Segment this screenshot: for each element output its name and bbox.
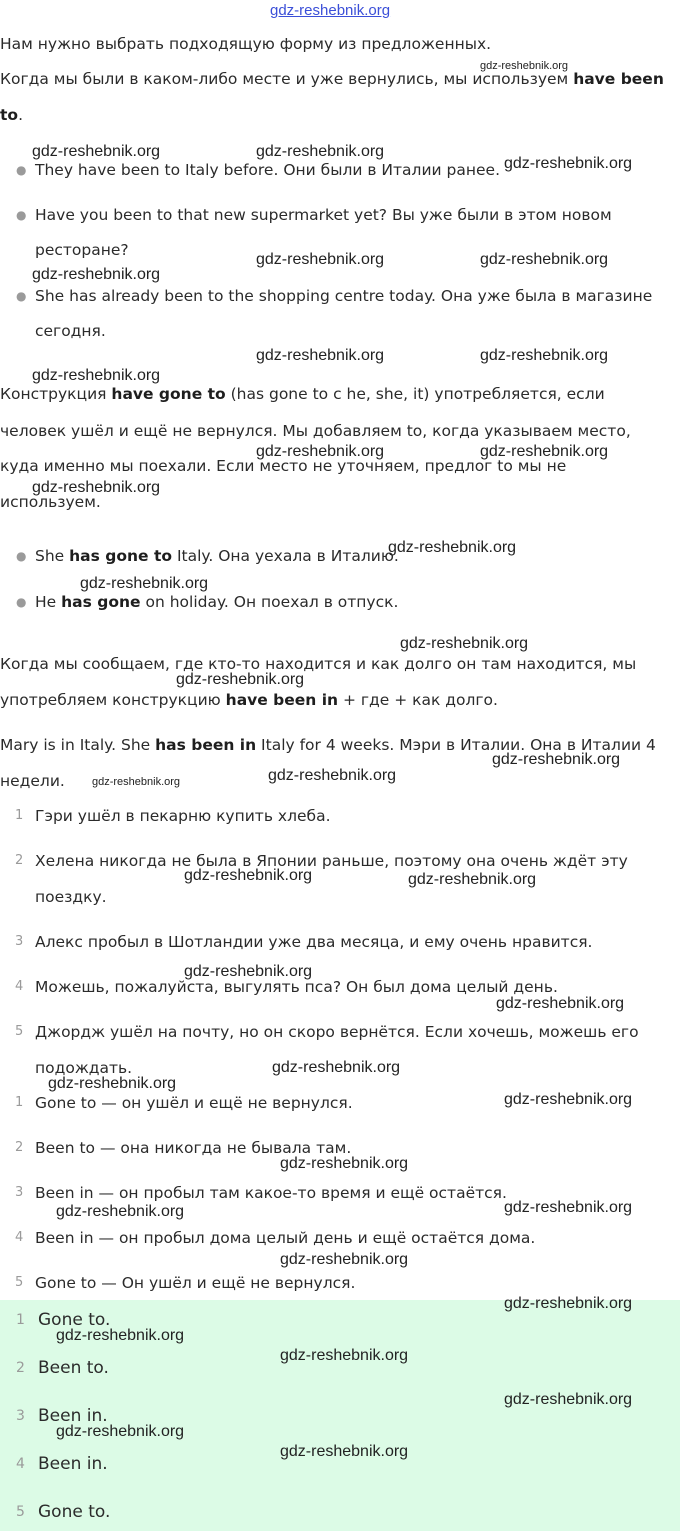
watermark: gdz-reshebnik.org xyxy=(280,1347,409,1364)
watermark: gdz-reshebnik.org xyxy=(480,60,569,72)
bullet-icon: ● xyxy=(16,163,27,177)
watermark: gdz-reshebnik.org xyxy=(408,871,537,888)
bullet-icon: ● xyxy=(16,549,27,563)
watermark: gdz-reshebnik.org xyxy=(56,1327,185,1344)
watermark: gdz-reshebnik.org xyxy=(32,367,161,384)
watermark: gdz-reshebnik.org xyxy=(496,995,625,1012)
intro-line: Нам нужно выбрать подходящую форму из предложенных. xyxy=(0,35,492,53)
intro-line: Когда мы были в каком-либо месте и уже вернулись, мы используем have been xyxy=(0,70,664,88)
watermark: gdz-reshebnik.org xyxy=(492,751,621,768)
watermark: gdz-reshebnik.org xyxy=(388,539,517,556)
watermark: gdz-reshebnik.org xyxy=(56,1423,185,1440)
watermark: gdz-reshebnik.org xyxy=(184,963,313,980)
watermark: gdz-reshebnik.org xyxy=(480,347,609,364)
watermark-link[interactable]: gdz-reshebnik.org xyxy=(270,2,391,19)
watermark: gdz-reshebnik.org xyxy=(32,143,161,160)
intro-line: to. xyxy=(0,106,23,124)
watermark: gdz-reshebnik.org xyxy=(504,1295,633,1312)
watermark: gdz-reshebnik.org xyxy=(280,1443,409,1460)
watermark: gdz-reshebnik.org xyxy=(48,1075,177,1092)
watermark: gdz-reshebnik.org xyxy=(32,479,161,496)
gone-explanation-line: человек ушёл и ещё не вернулся. Мы добавляем to, когда указываем место, xyxy=(0,422,631,440)
watermark: gdz-reshebnik.org xyxy=(504,155,633,172)
watermark: gdz-reshebnik.org xyxy=(280,1251,409,1268)
watermark: gdz-reshebnik.org xyxy=(400,635,529,652)
watermark: gdz-reshebnik.org xyxy=(504,1091,633,1108)
watermark: gdz-reshebnik.org xyxy=(92,776,181,788)
watermark: gdz-reshebnik.org xyxy=(256,443,385,460)
bullet-icon: ● xyxy=(16,595,27,609)
watermark: gdz-reshebnik.org xyxy=(184,867,313,884)
watermark: gdz-reshebnik.org xyxy=(504,1199,633,1216)
watermark: gdz-reshebnik.org xyxy=(268,767,397,784)
watermark: gdz-reshebnik.org xyxy=(256,347,385,364)
been-in-line: Когда мы сообщаем, где кто-то находится и как долго он там находится, мы xyxy=(0,655,637,673)
been-in-line: Mary is in Italy. She has been in Italy for 4 weeks. Мэри в Италии. Она в Италии 4 xyxy=(0,736,656,754)
watermark: gdz-reshebnik.org xyxy=(256,143,385,160)
been-in-line: недели. xyxy=(0,772,65,790)
gone-explanation-line: куда именно мы поехали. Если место не уточняем, предлог to мы не xyxy=(0,457,567,475)
been-in-line: употребляем конструкцию have been in + где + как долго. xyxy=(0,691,498,709)
gone-explanation-line: Конструкция have gone to (has gone to с he, she, it) употребляется, если xyxy=(0,385,605,403)
watermark: gdz-reshebnik.org xyxy=(480,443,609,460)
watermark: gdz-reshebnik.org xyxy=(80,575,209,592)
watermark: gdz-reshebnik.org xyxy=(256,251,385,268)
watermark: gdz-reshebnik.org xyxy=(272,1059,401,1076)
watermark: gdz-reshebnik.org xyxy=(504,1391,633,1408)
watermark: gdz-reshebnik.org xyxy=(32,266,161,283)
bullet-icon: ● xyxy=(16,289,27,303)
watermark: gdz-reshebnik.org xyxy=(176,671,305,688)
watermark: gdz-reshebnik.org xyxy=(280,1155,409,1172)
watermark: gdz-reshebnik.org xyxy=(480,251,609,268)
bullet-icon: ● xyxy=(16,208,27,222)
watermark: gdz-reshebnik.org xyxy=(56,1203,185,1220)
gone-explanation-line: используем. xyxy=(0,493,101,511)
